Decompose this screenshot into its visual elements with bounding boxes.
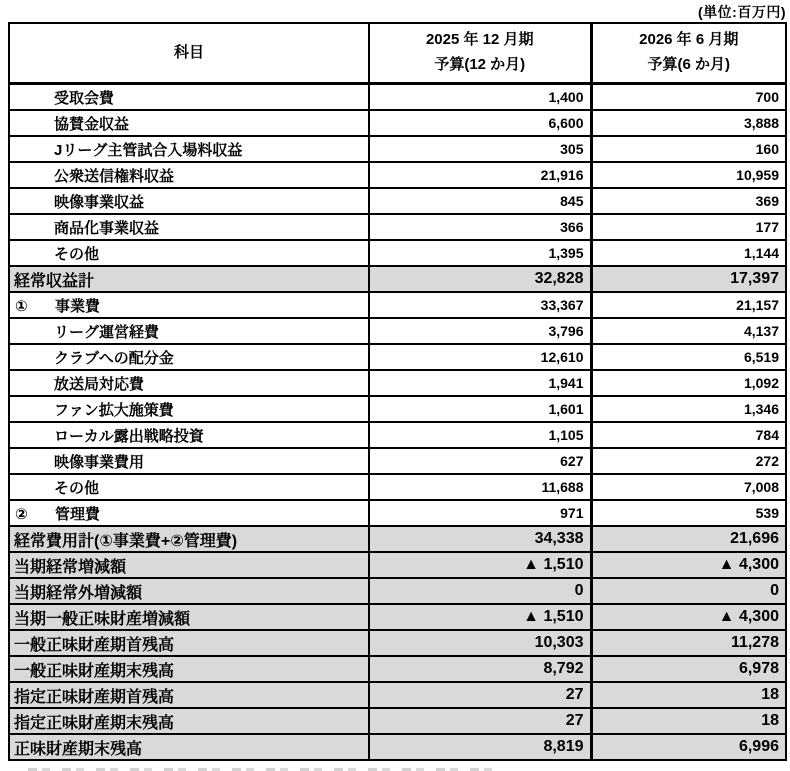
row-label: 協賛金収益 [54, 115, 130, 133]
row-value-2026: 18 [591, 682, 786, 708]
row-label: その他 [54, 245, 100, 263]
row-label: クラブへの配分金 [54, 349, 174, 367]
row-label: 受取会費 [54, 89, 115, 107]
row-value-2026: 272 [591, 448, 786, 474]
row-value-2025: 3,796 [369, 318, 591, 344]
row-value-2026: 784 [591, 422, 786, 448]
row-value-2025: ▲ 1,510 [369, 604, 591, 630]
row-label: 一般正味財産期末残高 [14, 662, 175, 680]
table-row-club-distributions [9, 344, 786, 370]
row-value-2025: 8,819 [369, 734, 591, 760]
table-row-broadcaster-support-costs [9, 370, 786, 396]
row-value-2025: 1,105 [369, 422, 591, 448]
row-value-2026: 6,978 [591, 656, 786, 682]
table-row-other-revenue [9, 240, 786, 266]
row-value-2025: 1,395 [369, 240, 591, 266]
row-label: 当期経常外増減額 [14, 584, 143, 602]
table-row-business-expenses [9, 292, 786, 318]
row-label: 映像事業収益 [54, 193, 145, 211]
row-label: 一般正味財産期首残高 [14, 636, 175, 654]
row-value-2025: 627 [369, 448, 591, 474]
row-value-2025: 10,303 [369, 630, 591, 656]
header-budget-2025-period: 2025 年 12 月期 [425, 31, 534, 49]
table-row-fan-expansion-costs [9, 396, 786, 422]
table-row-designated-net-assets-opening [9, 682, 786, 708]
table-row-local-exposure-investment [9, 422, 786, 448]
row-label: 商品化事業収益 [54, 219, 160, 237]
row-value-2025: 8,792 [369, 656, 591, 682]
row-value-2026: 539 [591, 500, 786, 526]
row-value-2025: 32,828 [369, 266, 591, 292]
row-label: ファン拡大施策費 [54, 401, 174, 419]
row-label: 映像事業費用 [54, 453, 145, 471]
row-value-2025: 34,338 [369, 526, 591, 552]
table-row-league-operating-costs [9, 318, 786, 344]
table-row-general-net-assets-opening [9, 630, 786, 656]
row-label: 正味財産期末残高 [14, 740, 143, 758]
unit-label: (単位:百万円) [698, 4, 786, 20]
row-value-2025: 12,610 [369, 344, 591, 370]
row-label: リーグ運営経費 [54, 323, 160, 341]
row-value-2025: 1,601 [369, 396, 591, 422]
row-label: その他 [54, 479, 100, 497]
row-value-2025: 971 [369, 500, 591, 526]
row-value-2026: 177 [591, 214, 786, 240]
row-number-prefix: ② [15, 505, 28, 523]
table-row-designated-net-assets-closing [9, 708, 786, 734]
row-value-2025: 21,916 [369, 162, 591, 188]
row-label: 公衆送信権料収益 [54, 167, 175, 185]
table-row-membership-fees [9, 84, 786, 111]
row-label: 指定正味財産期首残高 [14, 688, 175, 706]
row-value-2025: ▲ 1,510 [369, 552, 591, 578]
row-label: 経常費用計(①事業費+②管理費) [14, 532, 238, 550]
row-value-2026: 6,519 [591, 344, 786, 370]
header-budget-2026 [591, 23, 786, 84]
row-value-2026: 700 [591, 84, 786, 111]
row-number-prefix: ① [15, 297, 28, 315]
table-row-ordinary-revenue-total [9, 266, 786, 292]
row-label: 管理費 [55, 505, 101, 523]
row-value-2025: 0 [369, 578, 591, 604]
table-row-general-net-assets-closing [9, 656, 786, 682]
row-label: 放送局対応費 [54, 375, 145, 393]
row-value-2025: 845 [369, 188, 591, 214]
header-budget-2026-period: 2026 年 6 月期 [639, 31, 739, 49]
row-label: 指定正味財産期末残高 [14, 714, 175, 732]
row-value-2025: 6,600 [369, 110, 591, 136]
table-row-sponsorship-revenue [9, 110, 786, 136]
table-row-video-business-revenue [9, 188, 786, 214]
table-row-ordinary-change [9, 552, 786, 578]
table-row-match-admission-revenue [9, 136, 786, 162]
row-value-2026: 1,346 [591, 396, 786, 422]
row-value-2026: 21,696 [591, 526, 786, 552]
row-value-2026: 21,157 [591, 292, 786, 318]
row-value-2025: 11,688 [369, 474, 591, 500]
header-row [9, 23, 786, 84]
row-value-2026: 160 [591, 136, 786, 162]
row-value-2026: ▲ 4,300 [591, 552, 786, 578]
row-value-2026: ▲ 4,300 [591, 604, 786, 630]
table-row-extraordinary-change [9, 578, 786, 604]
row-value-2026: 6,996 [591, 734, 786, 760]
table-row-ordinary-expense-total [9, 526, 786, 552]
row-value-2026: 0 [591, 578, 786, 604]
row-value-2026: 11,278 [591, 630, 786, 656]
header-budget-2025 [369, 23, 591, 84]
row-value-2025: 1,941 [369, 370, 591, 396]
row-value-2026: 1,092 [591, 370, 786, 396]
row-value-2025: 33,367 [369, 292, 591, 318]
table-row-administrative-expenses [9, 500, 786, 526]
row-value-2025: 27 [369, 708, 591, 734]
row-value-2026: 18 [591, 708, 786, 734]
row-label: ローカル露出戦略投資 [54, 427, 204, 445]
row-value-2026: 1,144 [591, 240, 786, 266]
row-value-2026: 10,959 [591, 162, 786, 188]
header-budget-2026-note: 予算(6 か月) [647, 56, 730, 73]
row-value-2025: 1,400 [369, 84, 591, 111]
table-row-other-expenses [9, 474, 786, 500]
row-value-2025: 366 [369, 214, 591, 240]
header-subject: 科目 [9, 23, 369, 84]
row-value-2026: 7,008 [591, 474, 786, 500]
table-row-merchandising-revenue [9, 214, 786, 240]
row-label: 当期一般正味財産増減額 [14, 610, 191, 628]
row-label: Jリーグ主管試合入場料収益 [54, 141, 243, 159]
budget-table [8, 22, 787, 761]
row-value-2026: 17,397 [591, 266, 786, 292]
header-budget-2025-note: 予算(12 か月) [434, 56, 526, 73]
row-value-2026: 4,137 [591, 318, 786, 344]
row-value-2026: 3,888 [591, 110, 786, 136]
table-row-broadcast-rights-revenue [9, 162, 786, 188]
table-row-general-net-assets-change [9, 604, 786, 630]
row-label: 事業費 [55, 297, 101, 315]
row-value-2026: 369 [591, 188, 786, 214]
row-value-2025: 305 [369, 136, 591, 162]
row-label: 経常収益計 [14, 272, 95, 290]
table-row-net-assets-closing [9, 734, 786, 760]
table-row-video-business-costs [9, 448, 786, 474]
row-value-2025: 27 [369, 682, 591, 708]
row-label: 当期経常増減額 [14, 558, 127, 576]
